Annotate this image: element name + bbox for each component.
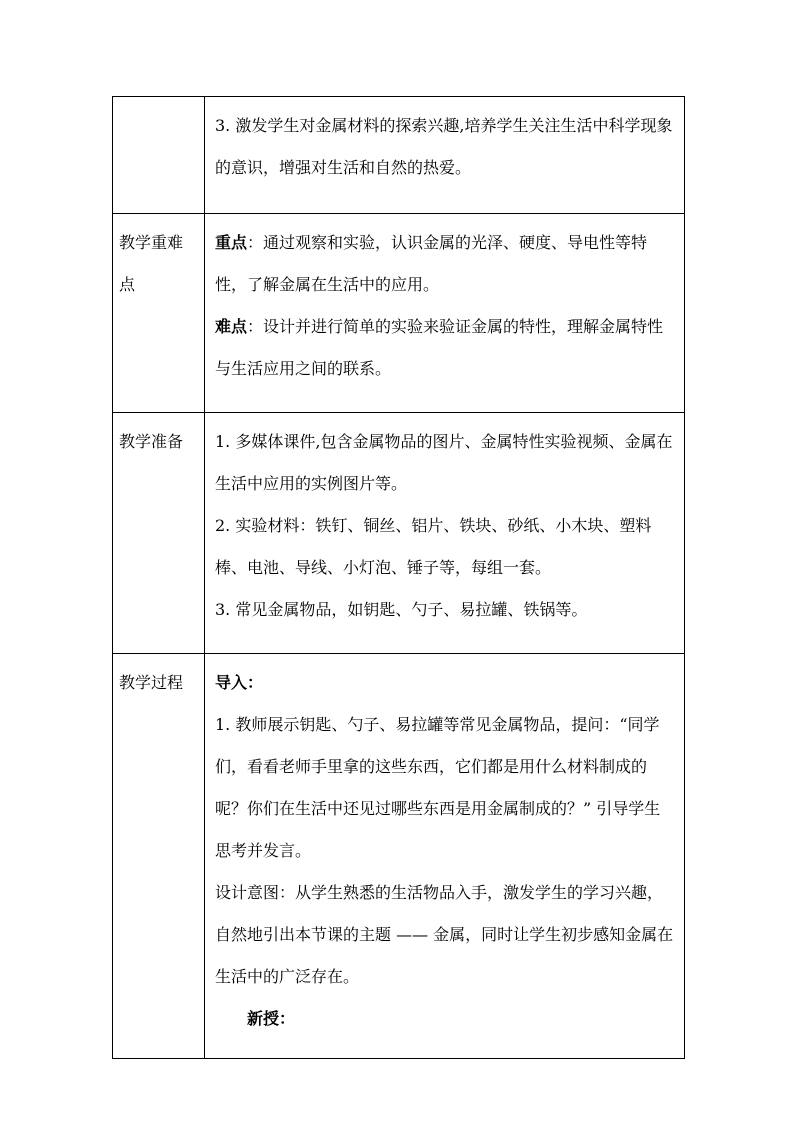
lesson-plan-table [112, 96, 685, 1059]
paragraph-text: 3. 常见金属物品，如钥匙、勺子、易拉罐、铁锅等。 [215, 600, 588, 619]
paragraph-text: 1. 多媒体课件,包含金属物品的图片、金属特性实验视频、金属在生活中应用的实例图片等。 [215, 432, 673, 493]
paragraph-text: ：设计并进行简单的实验来验证金属的特性，理解金属特性与生活应用之间的联系。 [215, 317, 664, 378]
paragraph [215, 306, 676, 390]
table-row-process [113, 654, 685, 1059]
row-label: 教学过程 [113, 654, 205, 1059]
paragraph [215, 589, 676, 631]
paragraph-text: 设计意图：从学生熟悉的生活物品入手，激发学生的学习兴趣，自然地引出本节课的主题 —— 金属，同时让学生初步感知金属在生活中的广泛存在。 [215, 883, 674, 986]
paragraph [215, 872, 676, 998]
paragraph-text: ：通过观察和实验，认识金属的光泽、硬度、导电性等特性，了解金属在生活中的应用。 [215, 233, 648, 294]
paragraph [215, 662, 676, 704]
paragraph [215, 505, 676, 589]
row-content [205, 214, 685, 413]
intro-heading: 导入： [215, 673, 264, 692]
paragraph-text: 3. 激发学生对金属材料的探索兴趣,培养学生关注生活中科学现象的意识，增强对生活和自然的热爱。 [215, 116, 673, 177]
table-row-preparation [113, 413, 685, 654]
table-row-goals [113, 97, 685, 214]
difficulty-label: 难点 [215, 317, 248, 336]
paragraph [215, 105, 676, 189]
paragraph [215, 421, 676, 505]
paragraph [215, 704, 676, 872]
row-label [113, 97, 205, 214]
table-row-key-points [113, 214, 685, 413]
row-content [205, 654, 685, 1059]
new-lesson-heading: 新授： [247, 1009, 296, 1028]
row-label: 教学重难点 [113, 214, 205, 413]
paragraph-text: 2. 实验材料：铁钉、铜丝、铝片、铁块、砂纸、小木块、塑料棒、电池、导线、小灯泡、锤子等，每组一套。 [215, 516, 652, 577]
row-content [205, 97, 685, 214]
paragraph-text: 1. 教师展示钥匙、勺子、易拉罐等常见金属物品，提问：“同学们，看看老师手里拿的这些东西，它们都是用什么材料制成的呢？你们在生活中还见过哪些东西是用金属制成的？” 引导学生思考并发言。 [215, 715, 661, 860]
row-label: 教学准备 [113, 413, 205, 654]
row-content [205, 413, 685, 654]
key-point-label: 重点 [215, 233, 248, 252]
paragraph [215, 222, 676, 306]
